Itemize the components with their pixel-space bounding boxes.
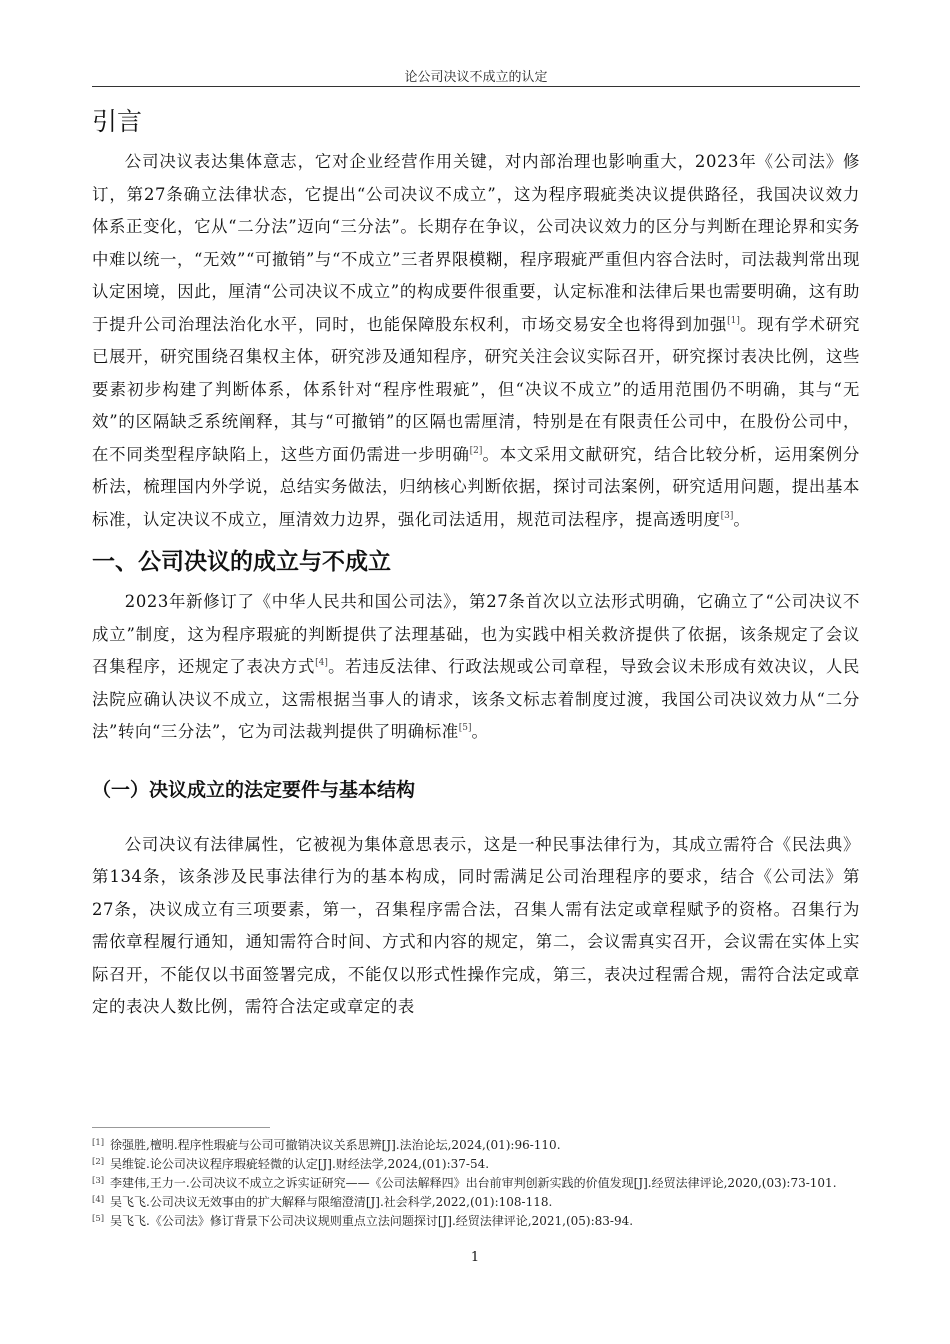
intro-text-2: 。现有学术研究已展开，研究围绕召集权主体，研究涉及通知程序，研究关注会议实际召开，研究探讨表决比例，这些要素初步构建了判断体系，体系针对“程序性瑕疵”，但“决议不成立”的适用范围仍不明确，其与“无效”的区隔缺乏系统阐释，其与“可撤销”的区隔也需厘清，特别是在有限责任公司中，在股份公司中，在不同类型程序缺陷上，这些方面仍需进一步明确 — [92, 314, 860, 464]
footnote-text: 李建伟,王力一.公司决议不成立之诉实证研究——《公司法解释四》出台前审判创新实践的价值发现[J].经贸法律评论,2020,(03):73-101. — [110, 1176, 837, 1190]
footnote-number: [4] — [92, 1195, 105, 1205]
footnote-text: 徐强胜,檀明.程序性瑕疵与公司可撤销决议关系思辨[J].法治论坛,2024,(01):96-110. — [110, 1138, 561, 1152]
footnote-number: [1] — [92, 1138, 105, 1148]
section-1-text-2: 。若违反法律、行政法规或公司章程，导致会议未形成有效决议，人民法院应确认决议不成立，这需根据当事人的请求，该条文标志着制度过渡，我国公司决议效力从“二分法”转向“三分法”，它为司法裁判提供了明确标准 — [92, 657, 860, 741]
footnote-text: 吴飞飞.《公司法》修订背景下公司决议规则重点立法问题探讨[J].经贸法律评论,2021,(05):83-94. — [110, 1214, 634, 1228]
footnote-item — [92, 1136, 860, 1155]
footnote-ref-3[interactable]: [3] — [720, 510, 734, 521]
section-1-text-1: 2023年新修订了《中华人民共和国公司法》，第27条首次以立法形式明确，它确立了“公司决议不成立”制度，这为程序瑕疵的判断提供了法理基础，也为实践中相关救济提供了依据，该条规定了会议召集程序，还规定了表决方式 — [92, 592, 860, 676]
intro-text-3: 。本文采用文献研究，结合比较分析，运用案例分析法，梳理国内外学说，总结实务做法，归纳核心判断依据，探讨司法案例，研究适用问题，提出基本标准，认定决议不成立，厘清效力边界，强化司法适用，规范司法程序，提高透明度 — [92, 444, 860, 529]
section-1-heading: 一、公司决议的成立与不成立 — [92, 549, 391, 575]
footnote-text: 吴维锭.论公司决议程序瑕疵轻微的认定[J].财经法学,2024,(01):37-54. — [110, 1157, 490, 1171]
footnote-number: [5] — [92, 1214, 105, 1224]
subsection-1-1-paragraph: 公司决议有法律属性，它被视为集体意思表示，这是一种民事法律行为，其成立需符合《民法典》第134条，该条涉及民事法律行为的基本构成，同时需满足公司治理程序的要求，结合《公司法》第27条，决议成立有三项要素，第一，召集程序需合法，召集人需有法定或章程赋予的资格。召集行为需依章程履行通知，通知需符合时间、方式和内容的规定，第二，会议需真实召开，会议需在实体上实际召开，不能仅以书面签署完成，不能仅以形式性操作完成，第三，表决过程需合规，需符合法定或章定的表决人数比例，需符合法定或章定的表 — [92, 834, 860, 1016]
running-header: 论公司决议不成立的认定 — [404, 70, 548, 85]
intro-paragraph — [92, 146, 860, 536]
footnote-ref-5[interactable]: [5] — [458, 723, 472, 733]
intro-text-4: 。 — [733, 509, 751, 529]
footnote-item — [92, 1174, 860, 1193]
footnote-ref-2[interactable]: [2] — [469, 445, 483, 456]
subsection-1-1-heading: （一）决议成立的法定要件与基本结构 — [92, 778, 416, 801]
footnote-ref-1[interactable]: [1] — [727, 315, 740, 326]
footnote-item — [92, 1155, 860, 1174]
intro-text-1: 公司决议表达集体意志，它对企业经营作用关键，对内部治理也影响重大，2023年《公司法》修订，第27条确立法律状态，它提出“公司决议不成立”，这为程序瑕疵类决议提供路径，我国决议效力体系正变化，它从“二分法”迈向“三分法”。长期存在争议，公司决议效力的区分与判断在理论界和实务中难以统一，“无效”“可撤销”与“不成立”三者界限模糊，程序瑕疵严重但内容合法时，司法裁判常出现认定困境，因此，厘清“公司决议不成立”的构成要件很重要，认定标准和法律后果也需要明确，这有助于提升公司治理法治化水平，同时，也能保障股东权利，市场交易安全也将得到加强 — [92, 152, 860, 334]
footnotes — [92, 1136, 860, 1231]
section-1-text-3: 。 — [471, 722, 489, 741]
footnote-text: 吴飞飞.公司决议无效事由的扩大解释与限缩澄清[J].社会科学,2022,(01):108-118. — [110, 1195, 553, 1209]
page-number: 1 — [470, 1250, 480, 1265]
footnote-number: [2] — [92, 1157, 105, 1167]
footnote-ref-4[interactable]: [4] — [315, 658, 328, 668]
footnote-item — [92, 1212, 860, 1231]
section-1-paragraph — [92, 586, 860, 749]
footnote-separator — [92, 1127, 270, 1128]
intro-heading: 引言 — [92, 107, 143, 136]
header-rule — [92, 86, 860, 87]
footnote-item — [92, 1193, 860, 1212]
footnote-number: [3] — [92, 1176, 105, 1186]
body-text — [92, 96, 860, 1024]
